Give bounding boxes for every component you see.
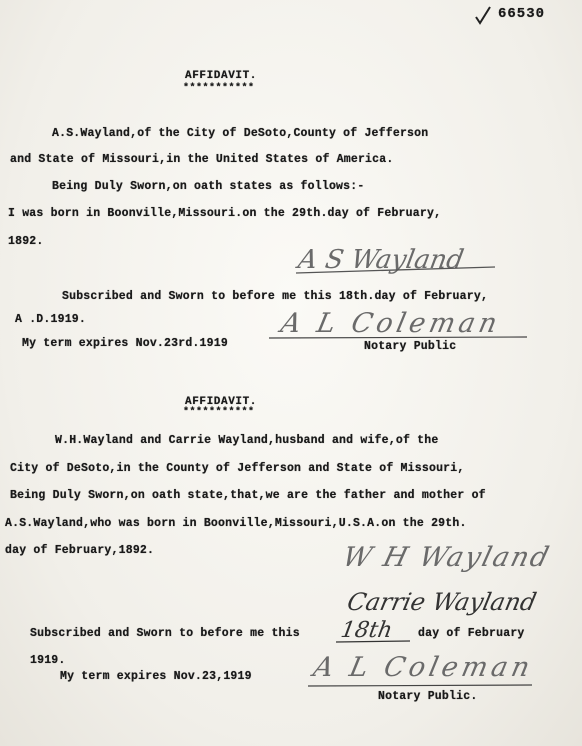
affidavit-2-line-2: City of DeSoto,in the County of Jefferson and State of Missouri, xyxy=(10,462,465,475)
affidavit-2-sworn-prefix: Subscribed and Sworn to before me this xyxy=(30,627,300,640)
affidavit-2-year: 1919. xyxy=(30,654,66,667)
mother-signature-text: Carrie Wayland xyxy=(344,587,540,616)
affidavit-1-term: My term expires Nov.23rd.1919 xyxy=(22,337,228,350)
notary-2-signature xyxy=(300,648,540,690)
notary-1-signature-text: A L Coleman xyxy=(278,308,504,339)
check-mark-icon xyxy=(472,4,494,26)
affidavit-1-line-4: I was born in Boonville,Missouri.on the 29th.day of February, xyxy=(8,207,442,220)
affidavit-1-notary-label: Notary Public xyxy=(364,340,457,353)
father-signature-text: W H Wayland xyxy=(339,542,554,573)
affidavit-1-heading-underline: *********** xyxy=(183,83,255,94)
affidavit-1-heading: AFFIDAVIT. xyxy=(185,70,258,82)
affidavit-1-line-2: and State of Missouri,in the United States of America. xyxy=(10,153,394,166)
affidavit-1-sworn-line-1: Subscribed and Sworn to before me this 18th.day of February, xyxy=(62,290,489,303)
affidavit-1-sworn-line-2: A .D.1919. xyxy=(15,313,87,326)
affidavit-1-line-5: 1892. xyxy=(8,235,44,248)
affiant-signature-text: A S Wayland xyxy=(295,245,466,275)
record-number: 66530 xyxy=(498,6,546,22)
affidavit-1-line-1: A.S.Wayland,of the City of DeSoto,County of Jefferson xyxy=(52,127,429,140)
affidavit-2-line-5: day of February,1892. xyxy=(5,544,155,557)
notary-1-signature xyxy=(265,306,535,342)
notary-2-signature-text: A L Coleman xyxy=(310,652,537,683)
sworn-day-text: 18th xyxy=(338,617,395,643)
affidavit-2-notary-label: Notary Public. xyxy=(378,690,478,703)
affiant-signature xyxy=(290,240,510,280)
affidavit-2-heading-underline: *********** xyxy=(183,407,255,418)
affidavit-2-sworn-suffix: day of February xyxy=(418,627,525,640)
affidavit-2-line-4: A.S.Wayland,who was born in Boonville,Missouri,U.S.A.on the 29th. xyxy=(5,517,467,530)
affidavit-2-line-1: W.H.Wayland and Carrie Wayland,husband and wife,of the xyxy=(55,434,439,447)
affidavit-1-line-3: Being Duly Sworn,on oath states as follows:- xyxy=(52,180,365,193)
sworn-day-handwritten xyxy=(334,614,414,648)
father-signature xyxy=(335,535,565,579)
affidavit-2-term: My term expires Nov.23,1919 xyxy=(60,670,252,683)
affidavit-2-heading: AFFIDAVIT. xyxy=(185,396,258,408)
affidavit-2-line-3: Being Duly Sworn,on oath state,that,we are the father and mother of xyxy=(10,489,486,502)
